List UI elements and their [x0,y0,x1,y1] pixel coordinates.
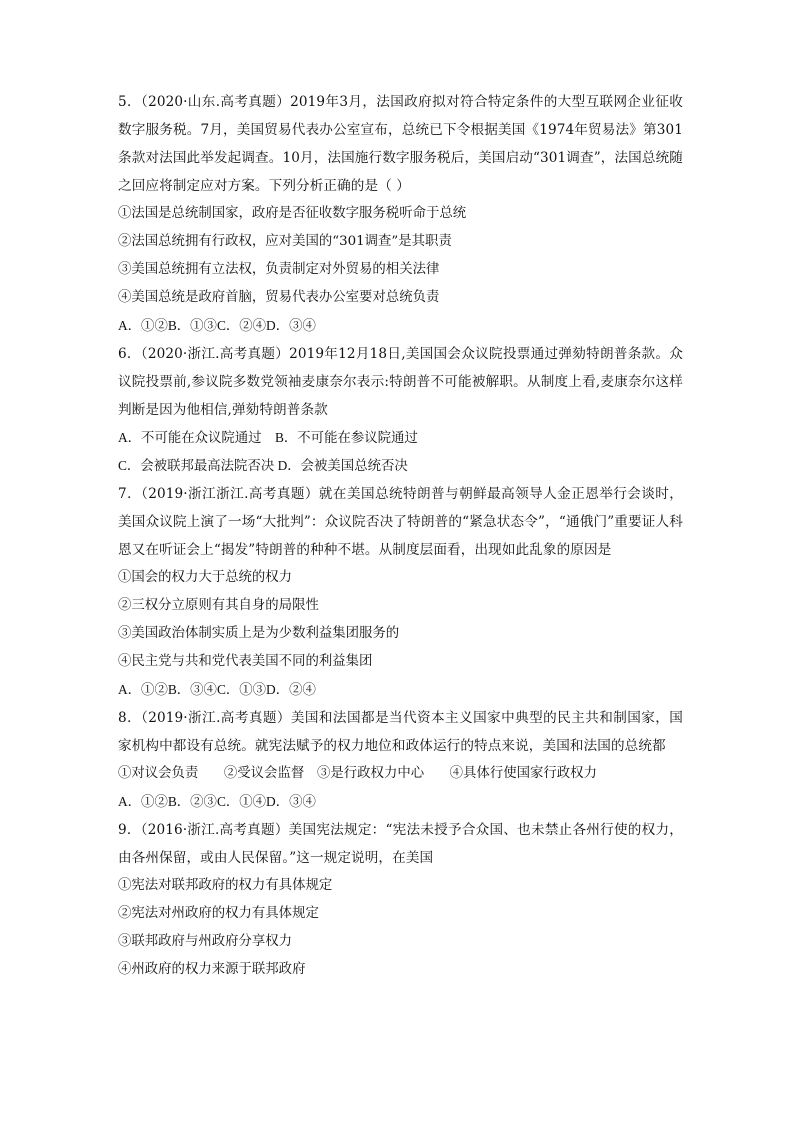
question-9-option-2: ②宪法对州政府的权力有具体规定 [118,906,319,921]
question-5-answers: A．①②B．①③C．②④D．③④ [118,318,316,333]
question-5 [118,88,683,340]
question-6 [118,340,683,480]
question-6-answers-cd: C．会被联邦最高法院否决 D．会被美国总统否决 [118,458,408,473]
question-9 [118,816,683,984]
question-8-answers: A．①②B．②③C．①④D．③④ [118,794,316,809]
question-9-option-3: ③联邦政府与州政府分享权力 [118,934,293,949]
question-6-answers-ab: A．不可能在众议院通过 B．不可能在参议院通过 [118,430,418,445]
question-7-answers: A．①②B．③④C．①③D．②④ [118,682,316,697]
question-5-option-1: ①法国是总统制国家，政府是否征收数字服务税听命于总统 [118,206,467,221]
question-7-option-1: ①国会的权力大于总统的权力 [118,570,293,585]
question-7-option-3: ③美国政治体制实质上是为少数利益集团服务的 [118,626,400,641]
question-8-stem: 8．（2019·浙江.高考真题）美国和法国都是当代资本主义国家中典型的民主共和制国家，国家机构中都设有总统。就宪法赋予的权力地位和政体运行的特点来说，美国和法国的总统都 [118,710,683,754]
question-9-option-4: ④州政府的权力来源于联邦政府 [118,962,306,977]
question-7 [118,480,683,704]
question-8 [118,704,683,816]
question-7-option-4: ④民主党与共和党代表美国不同的利益集团 [118,654,373,669]
question-9-option-1: ①宪法对联邦政府的权力有具体规定 [118,878,333,893]
question-5-option-3: ③美国总统拥有立法权，负责制定对外贸易的相关法律 [118,262,440,277]
question-5-stem: 5．（2020·山东.高考真题）2019年3月，法国政府拟对符合特定条件的大型互联网企业征收数字服务税。7月，美国贸易代表办公室宣布，总统已下令根据美国《1974年贸易法》第301条款对法国此举发起调查。10月，法国施行数字服务税后，美国启动“301调查”，法国总统随之回应将制定应对方案。下列分析正确的是（ ） [118,94,683,194]
question-sheet [118,88,683,984]
question-5-option-2: ②法国总统拥有行政权，应对美国的“301调查”是其职责 [118,234,452,249]
question-7-stem: 7．（2019·浙江浙江.高考真题）就在美国总统特朗普与朝鲜最高领导人金正恩举行会谈时，美国众议院上演了一场“大批判”：众议院否决了特朗普的“紧急状态令”，“通俄门”重要证人科恩又在听证会上“揭发”特朗普的种种不堪。从制度层面看，出现如此乱象的原因是 [118,486,683,558]
question-9-stem: 9．（2016·浙江.高考真题）美国宪法规定：“宪法未授予合众国、也未禁止各州行使的权力，由各州保留，或由人民保留。”这一规定说明，在美国 [118,822,683,866]
question-5-option-4: ④美国总统是政府首脑，贸易代表办公室要对总统负责 [118,290,440,305]
question-8-options: ①对议会负责 ②受议会监督 ③是行政权力中心 ④具体行使国家行政权力 [118,766,597,781]
question-6-stem: 6．（2020·浙江.高考真题）2019年12月18日,美国国会众议院投票通过弹劾特朗普条款。众议院投票前,参议院多数党领袖麦康奈尔表示:特朗普不可能被解职。从制度上看,麦康奈尔这样判断是因为他相信,弹劾特朗普条款 [118,346,683,418]
question-7-option-2: ②三权分立原则有其自身的局限性 [118,598,319,613]
